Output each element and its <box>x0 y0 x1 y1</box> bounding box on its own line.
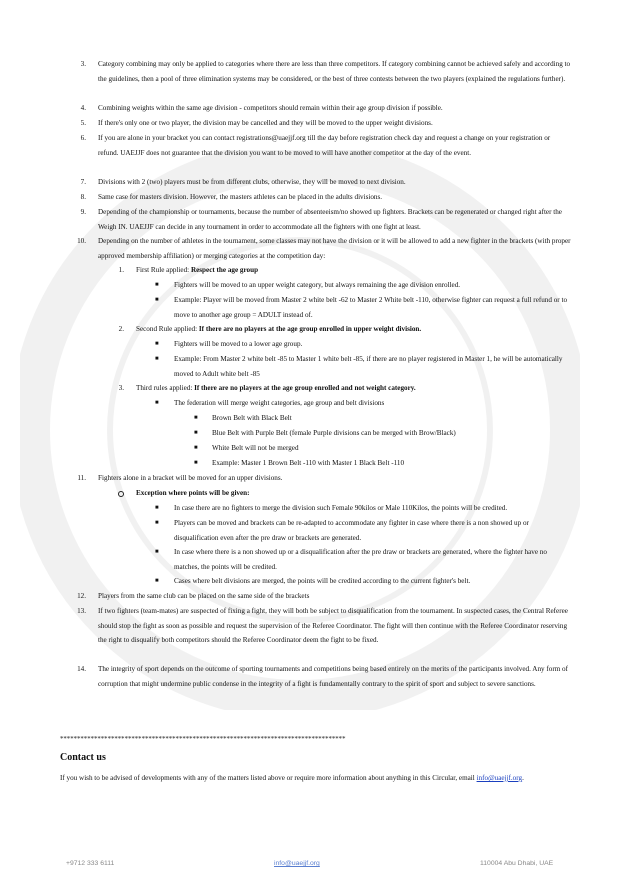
list-item: 11. Fighters alone in a bracket will be moved for an upper divisions. <box>77 474 283 482</box>
bullet-item: ■ Fighters will be moved to a lower age group. <box>155 340 303 348</box>
sub-bullet-item: ■ Blue Belt with Purple Belt (female Purple divisions can be merged with Brow/Black) <box>194 429 456 437</box>
footer-phone: +9712 333 6111 <box>66 860 115 867</box>
sub-list-item: 2. Second Rule applied: If there are no players at the age group enrolled in upper weight division. <box>118 325 422 333</box>
sub-list-item: 3. Third rules applied: If there are no players at the age group enrolled and not weight category. <box>118 384 416 392</box>
list-item: 8. Same case for masters division. However, the masters athletes can be placed in the adults divisions. <box>80 193 383 201</box>
bullet-item: ■ In case where there is a non showed up or a disqualification after the pre draw or brackets are generated, where the fighter have no matches, the points will be credited. <box>155 548 547 571</box>
list-item: 5. If there's only one or two player, the division may be cancelled and they will be moved to the upper weight divisions. <box>80 119 433 127</box>
separator-line: ************************************************************************************ <box>60 736 346 743</box>
bullet-item: ■ Cases where belt divisions are merged, the points will be credited according to the current fighter's belt. <box>155 577 471 585</box>
list-item: 10. Depending on the number of athletes in the tournament, some classes may not have the division or it will be allowed to add a new fighter in the brackets (with proper approved membership affiliation) or merging categories at the competition day: <box>77 237 571 260</box>
sub-list-item: 1. First Rule applied: Respect the age group <box>118 266 259 274</box>
sub-bullet-item: ■ Brown Belt with Black Belt <box>194 414 292 422</box>
bullet-item: ■ Example: Player will be moved from Master 2 white belt -62 to Master 2 White belt -110, otherwise fighter can request a full refund or to move to another age group = ADULT instead of. <box>155 296 568 319</box>
rules-list <box>60 57 572 706</box>
bullet-item: ■ Players can be moved and brackets can be re-adapted to accommodate any fighter in case where there is a non showed up or disqualification even after the pre draw or brackets are generated. <box>155 519 529 542</box>
bullet-item: ■ Example: From Master 2 white belt -85 to Master 1 white belt -85, if there are no player registered in Master 1, he will be automatically moved to Adult white belt -85 <box>155 355 563 378</box>
contact-heading: Contact us <box>60 752 106 763</box>
list-item: 12. Players from the same club can be placed on the same side of the brackets <box>77 592 310 600</box>
list-item: 13. If two fighters (team-mates) are suspected of fixing a fight, they will both be subject to disqualification from the tournament. In suspected cases, the Central Referee should stop the fight as soon as possible and request the supervision of the Referee Coordinator. The fight will then continue with the Referee Coordinator reserving the right to disqualify both competitors should the Referee Coordinator deem the fight to be fixed. <box>77 607 568 645</box>
list-item: 6. If you are alone in your bracket you can contact registrations@uaejjf.org till the day before registration check day and request a change on your registration or refund. UAEJJF does not guarantee that the division you want to be moved to will have another competitor at the day of the event. <box>80 134 551 157</box>
bullet-item: ■ The federation will merge weight categories, age group and belt divisions <box>155 399 385 407</box>
list-item: 14. The integrity of sport depends on the outcome of sporting tournaments and competitions being based entirely on the merits of the participants involved. Any form of corruption that might undermine public condense in the integrity of a fight is fundamentally contrary to the spirit of sport and subject to severe sanctions. <box>77 665 568 688</box>
list-item: 7. Divisions with 2 (two) players must be from different clubs, otherwise, they will be moved to next division. <box>80 178 406 186</box>
list-item: 3. Category combining may only be applied to categories where there are less than three competitors. If category combining cannot be achieved safely and according to the guidelines, then a pool of three elimination systems may be considered, or the best of three contests between the two players (explained the regulations further). <box>80 60 571 83</box>
footer-email[interactable] <box>274 860 320 867</box>
contact-text: If you wish to be advised of developments with any of the matters listed above or require more information about anything in this Circular, email info@uaejjf.org. <box>60 774 524 782</box>
circle-bullet-icon <box>118 491 124 497</box>
sub-bullet-item: ■ White Belt will not be merged <box>194 444 299 452</box>
bullet-item: ■ Fighters will be moved to an upper weight category, but always remaining the age division enrolled. <box>155 281 461 289</box>
bullet-item: ■ In case there are no fighters to merge the division such Female 90kilos or Male 110Kilos, the points will be credited. <box>155 504 508 512</box>
list-item: 4. Combining weights within the same age division - competitors should remain within their age group division if possible. <box>80 104 443 112</box>
footer-email-link[interactable]: info@uaejjf.org <box>274 860 320 867</box>
sub-bullet-item: ■ Example: Master 1 Brown Belt -110 with Master 1 Black Belt -110 <box>194 459 405 467</box>
footer-address: 110004 Abu Dhabi, UAE <box>480 860 554 867</box>
contact-email-link[interactable]: info@uaejjf.org <box>476 774 523 782</box>
list-item: 9. Depending of the championship or tournaments, because the number of absenteeism/no showed up fighters. Brackets can be regenerated or changed right after the Weigh IN. UAEJJF can decide in any tournament in order to accommodate all the fighters with one fight at least. <box>80 208 562 231</box>
exception-heading: Exception where points will be given: <box>60 486 572 501</box>
